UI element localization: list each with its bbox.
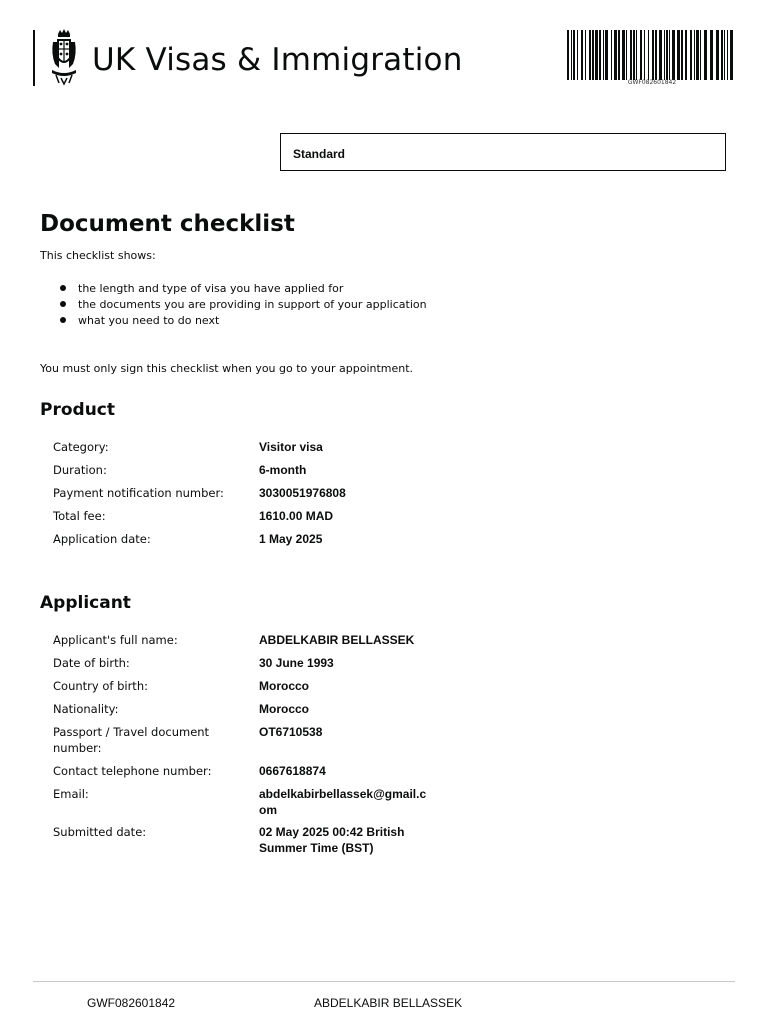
telephone-label: Contact telephone number:: [53, 764, 212, 778]
sign-note: You must only sign this checklist when you go to your appointment.: [40, 362, 414, 375]
bullet-item: the length and type of visa you have applied for: [40, 282, 427, 298]
barcode-number: GWF082601842: [627, 79, 677, 86]
barcode-icon: [567, 30, 737, 82]
intro-text: This checklist shows:: [40, 249, 156, 262]
country-of-birth-label: Country of birth:: [53, 679, 148, 693]
applicant-heading: Applicant: [40, 593, 131, 613]
bullet-item: the documents you are providing in support of your application: [40, 298, 427, 314]
nationality-label: Nationality:: [53, 702, 119, 716]
application-date-label: Application date:: [53, 532, 151, 546]
product-duration-value: 6-month: [259, 463, 307, 477]
page-title: Document checklist: [40, 211, 295, 237]
payment-number-label: Payment notification number:: [53, 486, 224, 500]
product-category-label: Category:: [53, 440, 109, 454]
telephone-value: 0667618874: [259, 764, 326, 778]
full-name-value: ABDELKABIR BELLASSEK: [259, 633, 415, 647]
brand-title: UK Visas & Immigration: [92, 42, 463, 78]
header-divider: [33, 30, 35, 86]
email-value: abdelkabirbellassek@gmail.com: [259, 787, 427, 817]
dob-label: Date of birth:: [53, 656, 130, 670]
footer-reference: GWF082601842: [87, 996, 176, 1010]
product-category-value: Visitor visa: [259, 440, 323, 454]
submitted-date-value: 02 May 2025 00:42 British Summer Time (BST): [259, 825, 405, 855]
service-type-box: [280, 133, 726, 171]
payment-number-value: 3030051976808: [259, 486, 346, 500]
country-of-birth-value: Morocco: [259, 679, 310, 693]
dob-value: 30 June 1993: [259, 656, 334, 670]
product-heading: Product: [40, 400, 115, 420]
passport-number-value: OT6710538: [259, 725, 323, 739]
product-duration-label: Duration:: [53, 463, 107, 477]
service-type-label: Standard: [293, 147, 346, 161]
nationality-value: Morocco: [259, 702, 310, 716]
application-date-value: 1 May 2025: [259, 532, 323, 546]
submitted-date-label: Submitted date:: [53, 825, 147, 839]
total-fee-value: 1610.00 MAD: [259, 509, 334, 523]
footer-name: ABDELKABIR BELLASSEK: [314, 996, 463, 1010]
footer-divider: [33, 981, 735, 982]
full-name-label: Applicant's full name:: [53, 633, 178, 647]
email-label: Email:: [53, 787, 89, 801]
total-fee-label: Total fee:: [53, 509, 106, 523]
royal-crest-icon: [47, 28, 81, 86]
bullet-item: what you need to do next: [40, 314, 427, 330]
checklist-bullets: [40, 282, 427, 330]
passport-number-label: Passport / Travel document number:: [53, 725, 210, 755]
